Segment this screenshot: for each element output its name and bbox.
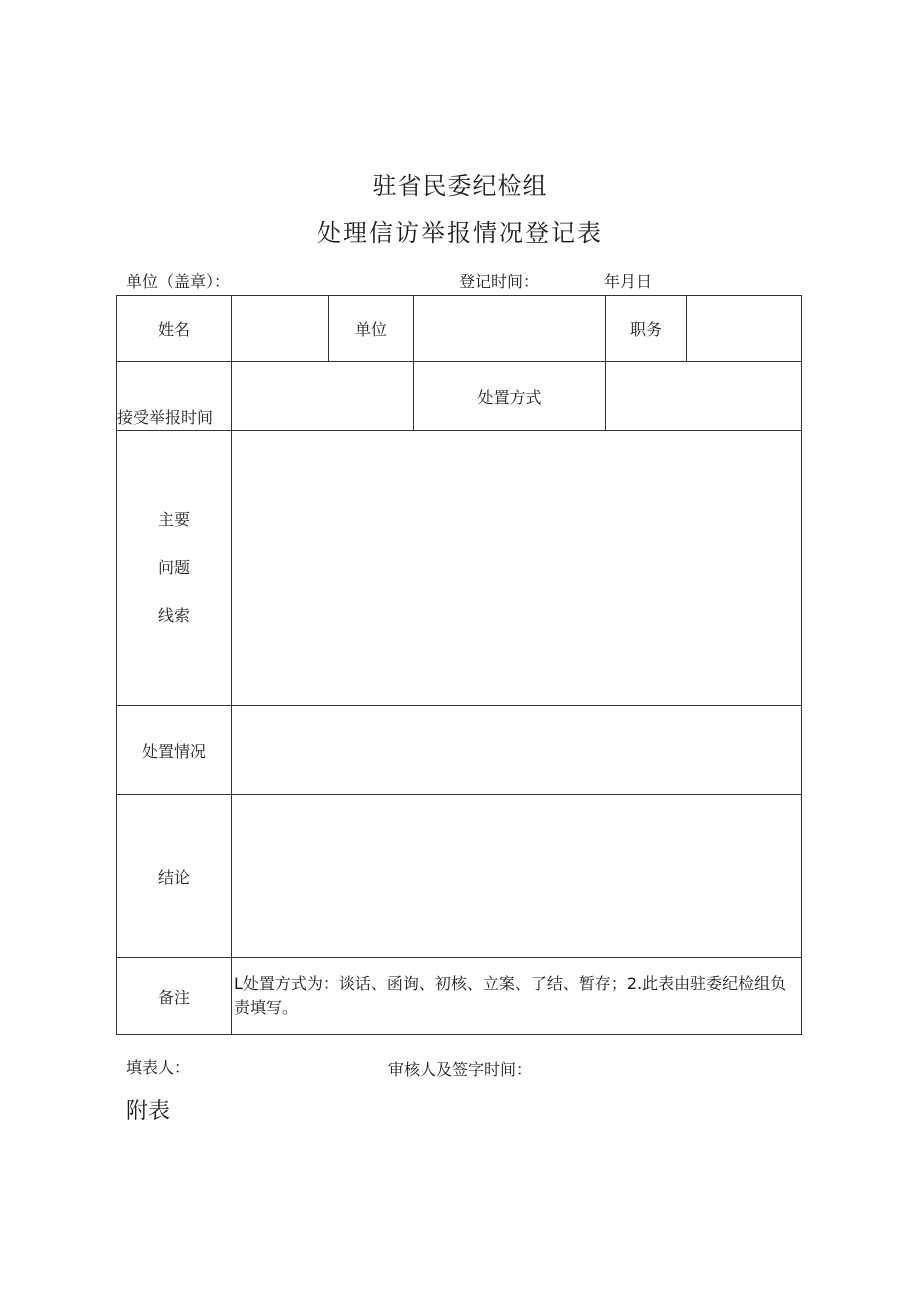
register-date-label: 登记时间： <box>459 272 540 291</box>
table-row-receive <box>117 362 802 431</box>
unit-value-cell[interactable] <box>414 296 606 362</box>
reviewer-label: 审核人及签字时间： <box>388 1060 533 1079</box>
table-row-basic-info <box>117 296 802 362</box>
receive-time-value-cell[interactable] <box>232 362 414 431</box>
document-title-line2: 处理信访举报情况登记表 <box>317 219 603 247</box>
main-issues-value-cell[interactable] <box>232 431 802 706</box>
unit-stamp-label: 单位（盖章）： <box>126 272 231 291</box>
main-issues-label-line2: 问题 <box>157 558 190 577</box>
document-title-line1: 驻省民委纪检组 <box>372 172 548 200</box>
disposal-method-label: 处置方式 <box>414 362 606 431</box>
remarks-label: 备注 <box>117 958 232 1035</box>
appendix-label: 附表 <box>126 1099 171 1124</box>
disposal-status-label: 处置情况 <box>117 706 232 795</box>
conclusion-value-cell[interactable] <box>232 795 802 958</box>
table-row-conclusion <box>117 795 802 958</box>
table-row-main-issues <box>117 431 802 706</box>
filler-label: 填表人： <box>126 1058 191 1077</box>
main-issues-label <box>117 431 232 706</box>
receive-time-label: 接受举报时间 <box>117 362 232 431</box>
conclusion-label: 结论 <box>117 795 232 958</box>
position-value-cell[interactable] <box>687 296 802 362</box>
unit-label: 单位 <box>329 296 414 362</box>
register-date-units: 年月日 <box>604 272 653 291</box>
name-value-cell[interactable] <box>232 296 329 362</box>
registration-form-table <box>116 295 802 1035</box>
disposal-status-value-cell[interactable] <box>232 706 802 795</box>
remarks-text: L处置方式为：谈话、函询、初核、立案、了结、暂存；2.此表由驻委纪检组负责填写。 <box>232 958 802 1035</box>
main-issues-label-line3: 线索 <box>157 606 190 625</box>
table-row-disposal-status <box>117 706 802 795</box>
table-row-remarks <box>117 958 802 1035</box>
main-issues-label-line1: 主要 <box>157 510 190 529</box>
position-label: 职务 <box>606 296 687 362</box>
name-label: 姓名 <box>117 296 232 362</box>
disposal-method-value-cell[interactable] <box>606 362 802 431</box>
